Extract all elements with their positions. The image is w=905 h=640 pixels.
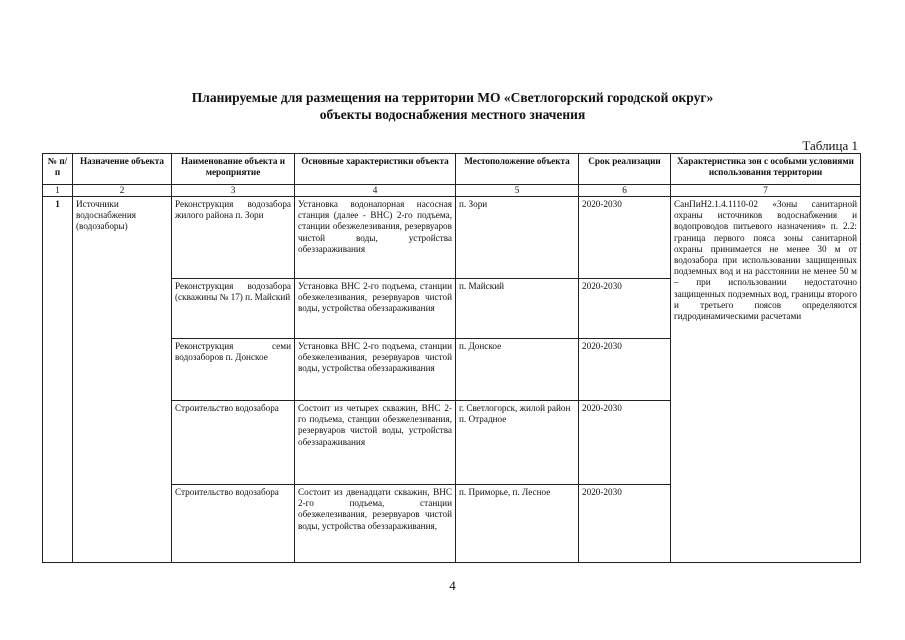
period-cell: 2020-2030 (579, 485, 671, 563)
characteristics-cell: Установка ВНС 2-го подъема, станции обезжелезивания, резервуаров чистой воды, устройства обеззараживания (295, 279, 456, 339)
object-name-cell: Строительство водозабора (172, 485, 295, 563)
header-row (43, 154, 861, 185)
object-name-cell: Реконструкция водозабора (скважины № 17) п. Майский (172, 279, 295, 339)
column-number-cell: 5 (456, 185, 579, 197)
period-cell: 2020-2030 (579, 339, 671, 401)
column-number-cell: 6 (579, 185, 671, 197)
column-number-cell: 7 (671, 185, 861, 197)
characteristics-cell: Состоит из четырех скважин, ВНС 2-го подъема, станции обезжелезивания, резервуаров чистой воды, устройства обеззараживания (295, 401, 456, 485)
zone-characteristics-cell: СанПиН2.1.4.1110-02 «Зоны санитарной охраны источников водоснабжения и водопроводов питьевого назначения» п. 2.2: граница первого пояса зоны санитарной охраны принимается не менее 30 м от водозабора при использовании защищенных подземных вод и на расстоянии не менее 50 м – при использовании недостаточно защищенных подземных вод, границы второго и третьего поясов определяются гидродинамическими расчетами (671, 197, 861, 563)
column-number-cell: 4 (295, 185, 456, 197)
purpose-cell: Источники водоснабжения (водозаборы) (73, 197, 172, 563)
period-cell: 2020-2030 (579, 197, 671, 279)
column-number-cell: 3 (172, 185, 295, 197)
location-cell: г. Светлогорск, жилой район п. Отрадное (456, 401, 579, 485)
characteristics-cell: Состоит из двенадцати скважин, ВНС 2-го подъема, станции обезжелезивания, резервуаров чистой воды, устройства обеззараживания, (295, 485, 456, 563)
location-cell: п. Приморье, п. Лесное (456, 485, 579, 563)
period-cell: 2020-2030 (579, 401, 671, 485)
column-number-row (43, 185, 861, 197)
location-cell: п. Майский (456, 279, 579, 339)
header-cell-name: Наименование объекта и мероприятие (172, 154, 295, 185)
header-cell-zone: Характеристика зон с особыми условиями использования территории (671, 154, 861, 185)
header-cell-num: № п/п (43, 154, 73, 185)
characteristics-cell: Установка водонапорная насосная станция (далее - ВНС) 2-го подъема, станции обезжелезивания, резервуаров чистой воды, устройства обеззараживания (295, 197, 456, 279)
characteristics-cell: Установка ВНС 2-го подъема, станции обезжелезивания, резервуаров чистой воды, устройства обеззараживания (295, 339, 456, 401)
page-number: 4 (449, 578, 456, 593)
object-name-cell: Строительство водозабора (172, 401, 295, 485)
table-label: Таблица 1 (802, 138, 858, 153)
column-number-cell: 2 (73, 185, 172, 197)
header-cell-characteristics: Основные характеристики объекта (295, 154, 456, 185)
object-name-cell: Реконструкция семи водозаборов п. Донское (172, 339, 295, 401)
title-line-1: Планируемые для размещения на территории МО «Светлогорский городской округ» (191, 90, 714, 105)
period-cell: 2020-2030 (579, 279, 671, 339)
header-cell-period: Срок реализации (579, 154, 671, 185)
header-cell-location: Местоположение объекта (456, 154, 579, 185)
location-cell: п. Зори (456, 197, 579, 279)
row-number-cell: 1 (43, 197, 73, 563)
water-supply-table (42, 153, 861, 563)
header-cell-purpose: Назначение объекта (73, 154, 172, 185)
title-line-2: объекты водоснабжения местного значения (319, 107, 586, 122)
table-row (43, 197, 861, 279)
document-title (0, 89, 905, 123)
object-name-cell: Реконструкция водозабора жилого района п. Зори (172, 197, 295, 279)
location-cell: п. Донское (456, 339, 579, 401)
column-number-cell: 1 (43, 185, 73, 197)
